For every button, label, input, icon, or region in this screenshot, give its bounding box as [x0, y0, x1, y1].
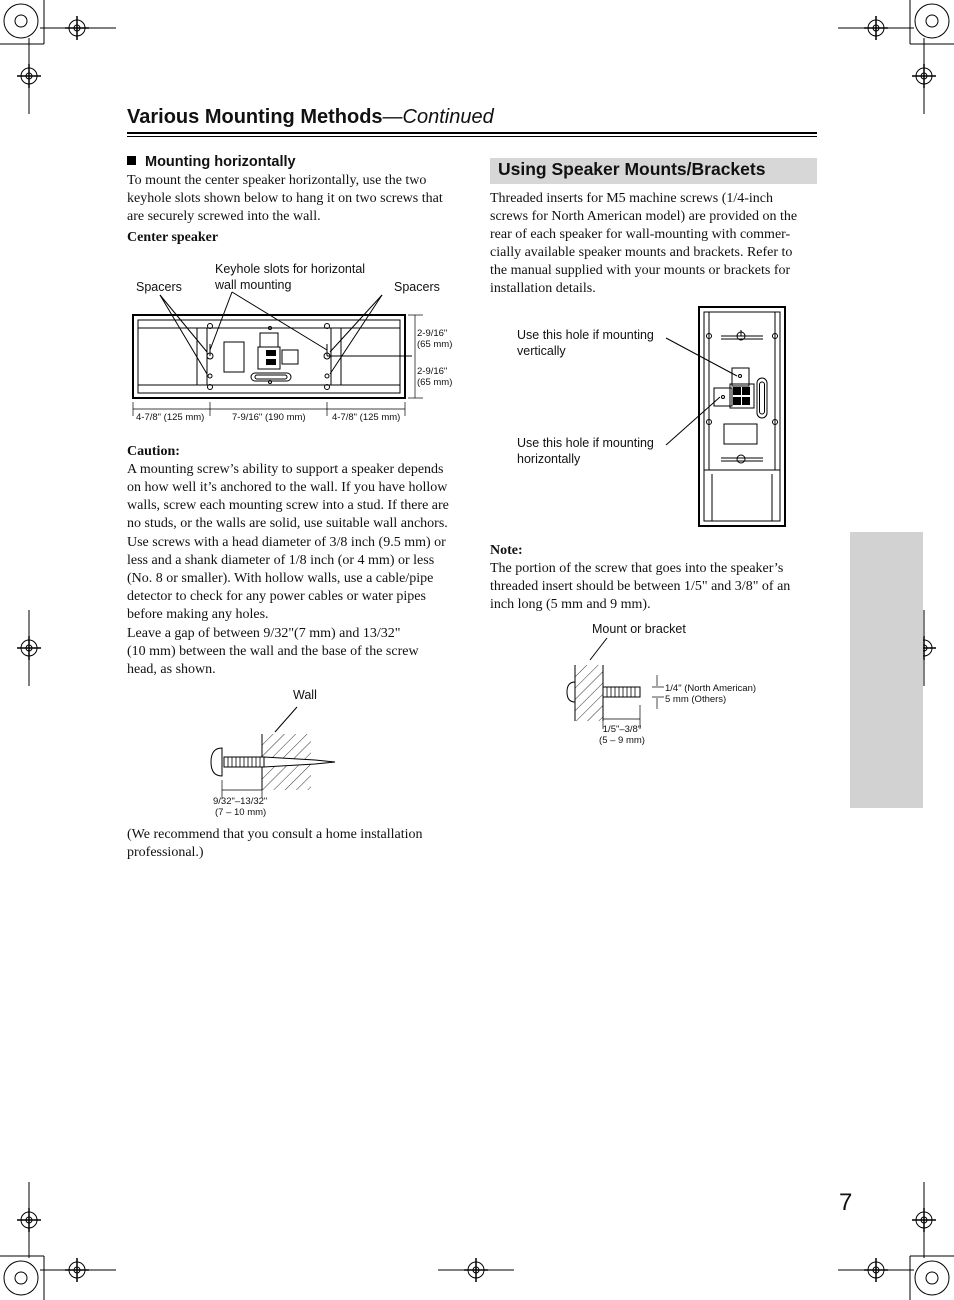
screw-diameter-label — [665, 683, 756, 705]
text-line: before making any holes. — [127, 607, 269, 622]
text-line: the manual supplied with your mounts or brackets for — [490, 263, 791, 278]
dim-left: 4-7/8" (125 mm) — [136, 412, 205, 423]
caution-paragraph-3 — [127, 625, 419, 679]
text-line: cially available speaker mounts and brackets. Refer to — [490, 245, 793, 260]
label-line: Use this hole if mounting — [517, 328, 654, 342]
text-line: inch long (5 mm and 9 mm). — [490, 597, 651, 612]
spacers-left-label: Spacers — [136, 280, 182, 294]
title-text: Various Mounting Methods — [127, 106, 383, 128]
text-line: (10 mm) between the wall and the base of the screw — [127, 644, 419, 659]
text-line: keyhole slots shown below to hang it on two screws that — [127, 191, 443, 206]
screw-length-label — [598, 724, 646, 746]
text-line: (We recommend that you consult a home installation — [127, 827, 423, 842]
heading-text: Mounting horizontally — [145, 154, 296, 170]
page-title — [127, 106, 494, 129]
text-line: (No. 8 or smaller). With hollow walls, use a cable/pipe — [127, 571, 434, 586]
dim-line: (65 mm) — [417, 377, 453, 388]
text-line: professional.) — [127, 845, 204, 860]
text-line: rear of each speaker for wall-mounting with commer- — [490, 227, 791, 242]
note-title: Note: — [490, 543, 523, 558]
vertical-hole-label — [517, 327, 654, 359]
text-line: no studs, or the walls are solid, use suitable wall anchors. — [127, 516, 448, 531]
mounting-horizontally-heading — [127, 154, 296, 170]
dim-line: 1/5"–3/8" — [602, 724, 642, 735]
side-tab — [850, 532, 923, 808]
dim-line: 2-9/16" — [417, 366, 448, 377]
label-line: wall mounting — [215, 278, 292, 292]
caution-paragraph-1 — [127, 461, 449, 533]
square-bullet-icon — [127, 156, 136, 165]
text-line: The portion of the screw that goes into the speaker’s — [490, 561, 784, 576]
text-line: Use screws with a head diameter of 3/8 inch (9.5 mm) or — [127, 535, 446, 550]
dim-bottom — [417, 366, 452, 388]
starburst-icon — [4, 1261, 38, 1295]
note-paragraph — [490, 560, 790, 614]
caution-title: Caution: — [127, 444, 180, 459]
text-line: threaded insert should be between 1/5" and 3/8" of an — [490, 579, 791, 594]
label-line: Keyhole slots for horizontal — [215, 262, 366, 276]
text-line: detector to check for any power cables or water pipes — [127, 589, 426, 604]
text-line: walls, screw each mounting screw into a stud. If there are — [127, 498, 449, 513]
wall-screw-diagram — [205, 700, 345, 800]
text-line: A mounting screw’s ability to support a speaker depends — [127, 462, 444, 477]
dim-line: 1/4" (North American) — [665, 683, 757, 694]
text-line: are securely screwed into the wall. — [127, 209, 321, 224]
text-line: Leave a gap of between 9/32"(7 mm) and 13/32" — [127, 626, 401, 641]
center-speaker-diagram — [127, 290, 467, 425]
starburst-icon — [915, 4, 949, 38]
recommend-paragraph — [127, 826, 423, 862]
section-title: Using Speaker Mounts/Brackets — [498, 159, 766, 179]
text-line: less and a shank diameter of 1/8 inch (or 4 mm) or less — [127, 553, 435, 568]
starburst-icon — [915, 1261, 949, 1295]
dim-right: 4-7/8" (125 mm) — [332, 412, 401, 423]
text-line: on how well it’s anchored to the wall. If you have hollow — [127, 480, 448, 495]
center-speaker-label: Center speaker — [127, 230, 219, 245]
intro-paragraph — [127, 172, 443, 226]
spacers-right-label: Spacers — [394, 280, 440, 294]
starburst-icon — [4, 4, 38, 38]
keyhole-label — [215, 261, 365, 293]
text-line: To mount the center speaker horizontally, use the two — [127, 173, 427, 188]
title-rule — [127, 136, 817, 137]
text-line: Threaded inserts for M5 machine screws (1/4-inch — [490, 191, 774, 206]
gap-dimension — [213, 796, 267, 818]
dim-mid: 7-9/16" (190 mm) — [232, 412, 306, 423]
dim-line: (7 – 10 mm) — [215, 807, 267, 818]
speaker-rear-diagram — [660, 300, 795, 532]
label-line: vertically — [517, 344, 566, 358]
bracket-screw-diagram — [560, 635, 670, 735]
dim-line: (65 mm) — [417, 339, 453, 350]
horizontal-hole-label — [517, 435, 654, 467]
text-line: head, as shown. — [127, 662, 216, 677]
page-number: 7 — [839, 1189, 853, 1216]
dim-line: 9/32"–13/32" — [213, 796, 268, 807]
text-line: installation details. — [490, 281, 596, 296]
caution-paragraph-2 — [127, 534, 446, 624]
wall-label: Wall — [293, 688, 317, 702]
label-line: horizontally — [517, 452, 581, 466]
dim-top — [417, 328, 452, 350]
title-rule — [127, 132, 817, 134]
label-line: Use this hole if mounting — [517, 436, 654, 450]
text-line: screws for North American model) are provided on the — [490, 209, 798, 224]
dim-line: 2-9/16" — [417, 328, 448, 339]
title-continued: —Continued — [382, 106, 494, 128]
mount-bracket-label: Mount or bracket — [592, 622, 686, 636]
dim-line: (5 – 9 mm) — [599, 735, 645, 746]
dim-line: 5 mm (Others) — [665, 694, 727, 705]
brackets-paragraph — [490, 190, 797, 298]
